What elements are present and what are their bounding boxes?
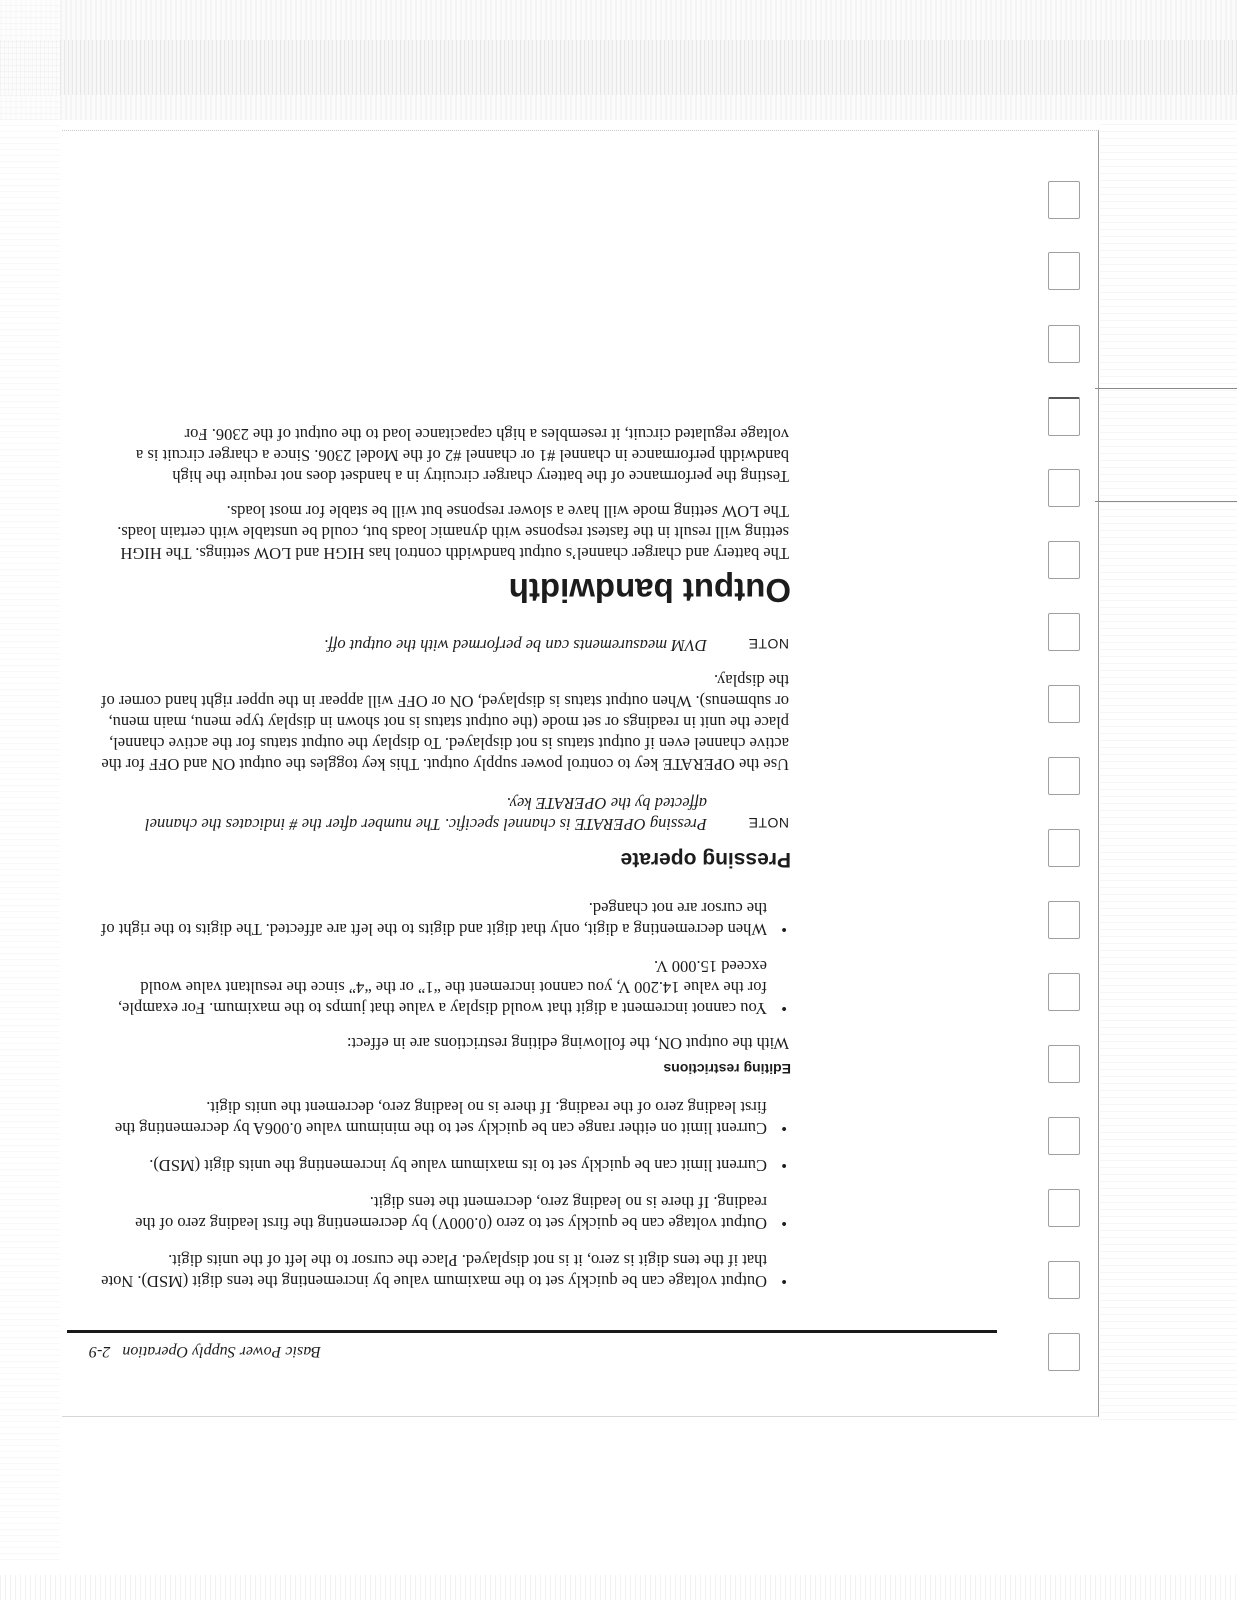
- list-item: • Current limit on either range can be quickly set to the minimum value 0.006A by decrementing the first leading zero of the reading. If there is no leading zero, decrement the units digit.: [99, 1097, 789, 1139]
- editing-restrictions-heading: Editing restrictions: [663, 1061, 791, 1077]
- note-text: Pressing OPERATE is channel specific. The number after the # indicates the channel affected by the OPERATE key.: [145, 794, 707, 834]
- list-item: • Output voltage can be quickly set to the maximum value by incrementing the tens digit (MSD). Note that if the tens digit is zero, it is not displayed. Place the cursor to the left of the units digit.: [99, 1250, 789, 1292]
- running-header: [89, 1332, 1089, 1362]
- header-rule: [67, 1330, 997, 1333]
- page-number: 2-9: [89, 1343, 111, 1360]
- operate-paragraph: Use the OPERATE key to control power supply output. This key toggles the output ON and OFF for the active channel even if output status is not displayed. To display the output status for the active channel, place the unit in readings or set mode (the output status is not shown in display type menu, main menu, or submenus). When output status is displayed, ON or OFF will appear in the upper right hand corner of the display.: [101, 671, 789, 774]
- bandwidth-paragraph: Testing the performance of the battery charger circuitry in a handset does not require the high bandwidth performance in channel #1 or channel #2 of the Model 2306. Since a charger circuit is a voltage regulated circuit, it resembles a high capacitance load to the output of the 2306. For: [135, 425, 789, 486]
- bandwidth-paragraph: The battery and charger channel’s output bandwidth control has HIGH and LOW settings. The HIGH setting will result in the fastest response with dynamic loads but, could be unstable with certain loads. The LOW setting mode will have a slower response but will be stable for most loads.: [117, 502, 789, 563]
- list-item: • Current limit can be quickly set to its maximum value by incrementing the units digit (MSD).: [99, 1155, 789, 1176]
- restrictions-list: [99, 898, 789, 1019]
- note-label: NOTE: [748, 636, 789, 652]
- editing-restrictions-intro: With the output ON, the following editing restrictions are in effect:: [346, 1034, 789, 1053]
- list-item: • Output voltage can be quickly set to zero (0.000V) by decrementing the first leading zero of the reading. If there is no leading zero, decrement the tens digit.: [99, 1192, 789, 1234]
- shortcut-list: [99, 1097, 789, 1292]
- note-block: [99, 633, 789, 656]
- note-label: NOTE: [748, 815, 789, 831]
- list-item: • When decrementing a digit, only that digit and digits to the left are affected. The digits to the right of the cursor are not changed.: [99, 898, 789, 940]
- body-text: [99, 410, 789, 1292]
- note-block: [99, 793, 789, 835]
- list-item: • You cannot increment a digit that would display a value that jumps to the maximum. For example, for the value 14.200 V, you cannot increment the “1” or the “4” since the resultant value would exceed 15.000 V.: [99, 956, 789, 1019]
- pressing-operate-heading: Pressing operate: [620, 848, 791, 871]
- section-title: Basic Power Supply Operation: [122, 1343, 321, 1360]
- output-bandwidth-heading: Output bandwidth: [508, 572, 791, 609]
- note-text: DVM measurements can be performed with the output off.: [324, 636, 707, 655]
